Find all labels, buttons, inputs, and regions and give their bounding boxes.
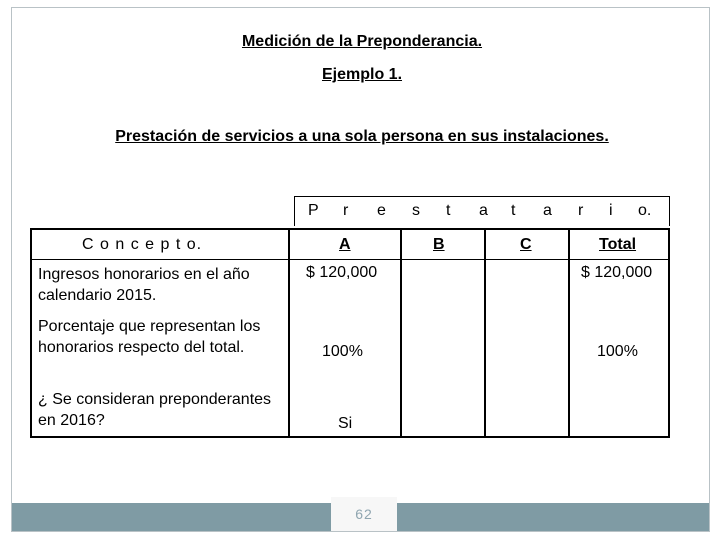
column-header-b: B [433, 236, 445, 253]
row-value-a: Si [338, 415, 353, 432]
example-title: Ejemplo 1. [321, 66, 403, 83]
prestatario-header [294, 196, 670, 226]
prestatario-letter: e [377, 202, 386, 219]
prestatario-letter: s [412, 202, 420, 219]
concept-header: C o n c e p t o. [82, 236, 203, 253]
row-concept: Ingresos honorarios en el año calendario 2015. [38, 266, 250, 304]
prestatario-letter: o. [638, 202, 652, 219]
column-divider [568, 230, 570, 436]
row-value-total: 100% [597, 343, 638, 360]
prestatario-letter: r [343, 202, 349, 219]
column-header-total: Total [599, 236, 637, 253]
column-divider [484, 230, 486, 436]
prestatario-letter: t [511, 202, 516, 219]
prestatario-letter: a [479, 202, 488, 219]
column-header-a: A [339, 236, 351, 253]
prestatario-letter: i [609, 202, 613, 219]
main-title: Medición de la Preponderancia. [241, 33, 483, 50]
prestatario-letter: P [308, 202, 319, 219]
prestatario-letter: t [446, 202, 451, 219]
row-value-a: 100% [322, 343, 363, 360]
subtitle: Prestación de servicios a una sola persona en sus instalaciones. [115, 128, 609, 145]
row-concept: Porcentaje que representan los honorarios respecto del total. [38, 318, 261, 356]
prestatario-letter: a [543, 202, 552, 219]
row-value-total: $ 120,000 [581, 264, 653, 281]
row-concept: ¿ Se consideran preponderantes en 2016? [38, 391, 272, 429]
header-divider [32, 259, 668, 260]
concept-table [30, 228, 670, 438]
prestatario-letter: r [578, 202, 584, 219]
page-number: 62 [355, 506, 373, 522]
row-value-a: $ 120,000 [306, 264, 378, 281]
column-divider [288, 230, 290, 436]
column-header-c: C [520, 236, 532, 253]
column-divider [400, 230, 402, 436]
